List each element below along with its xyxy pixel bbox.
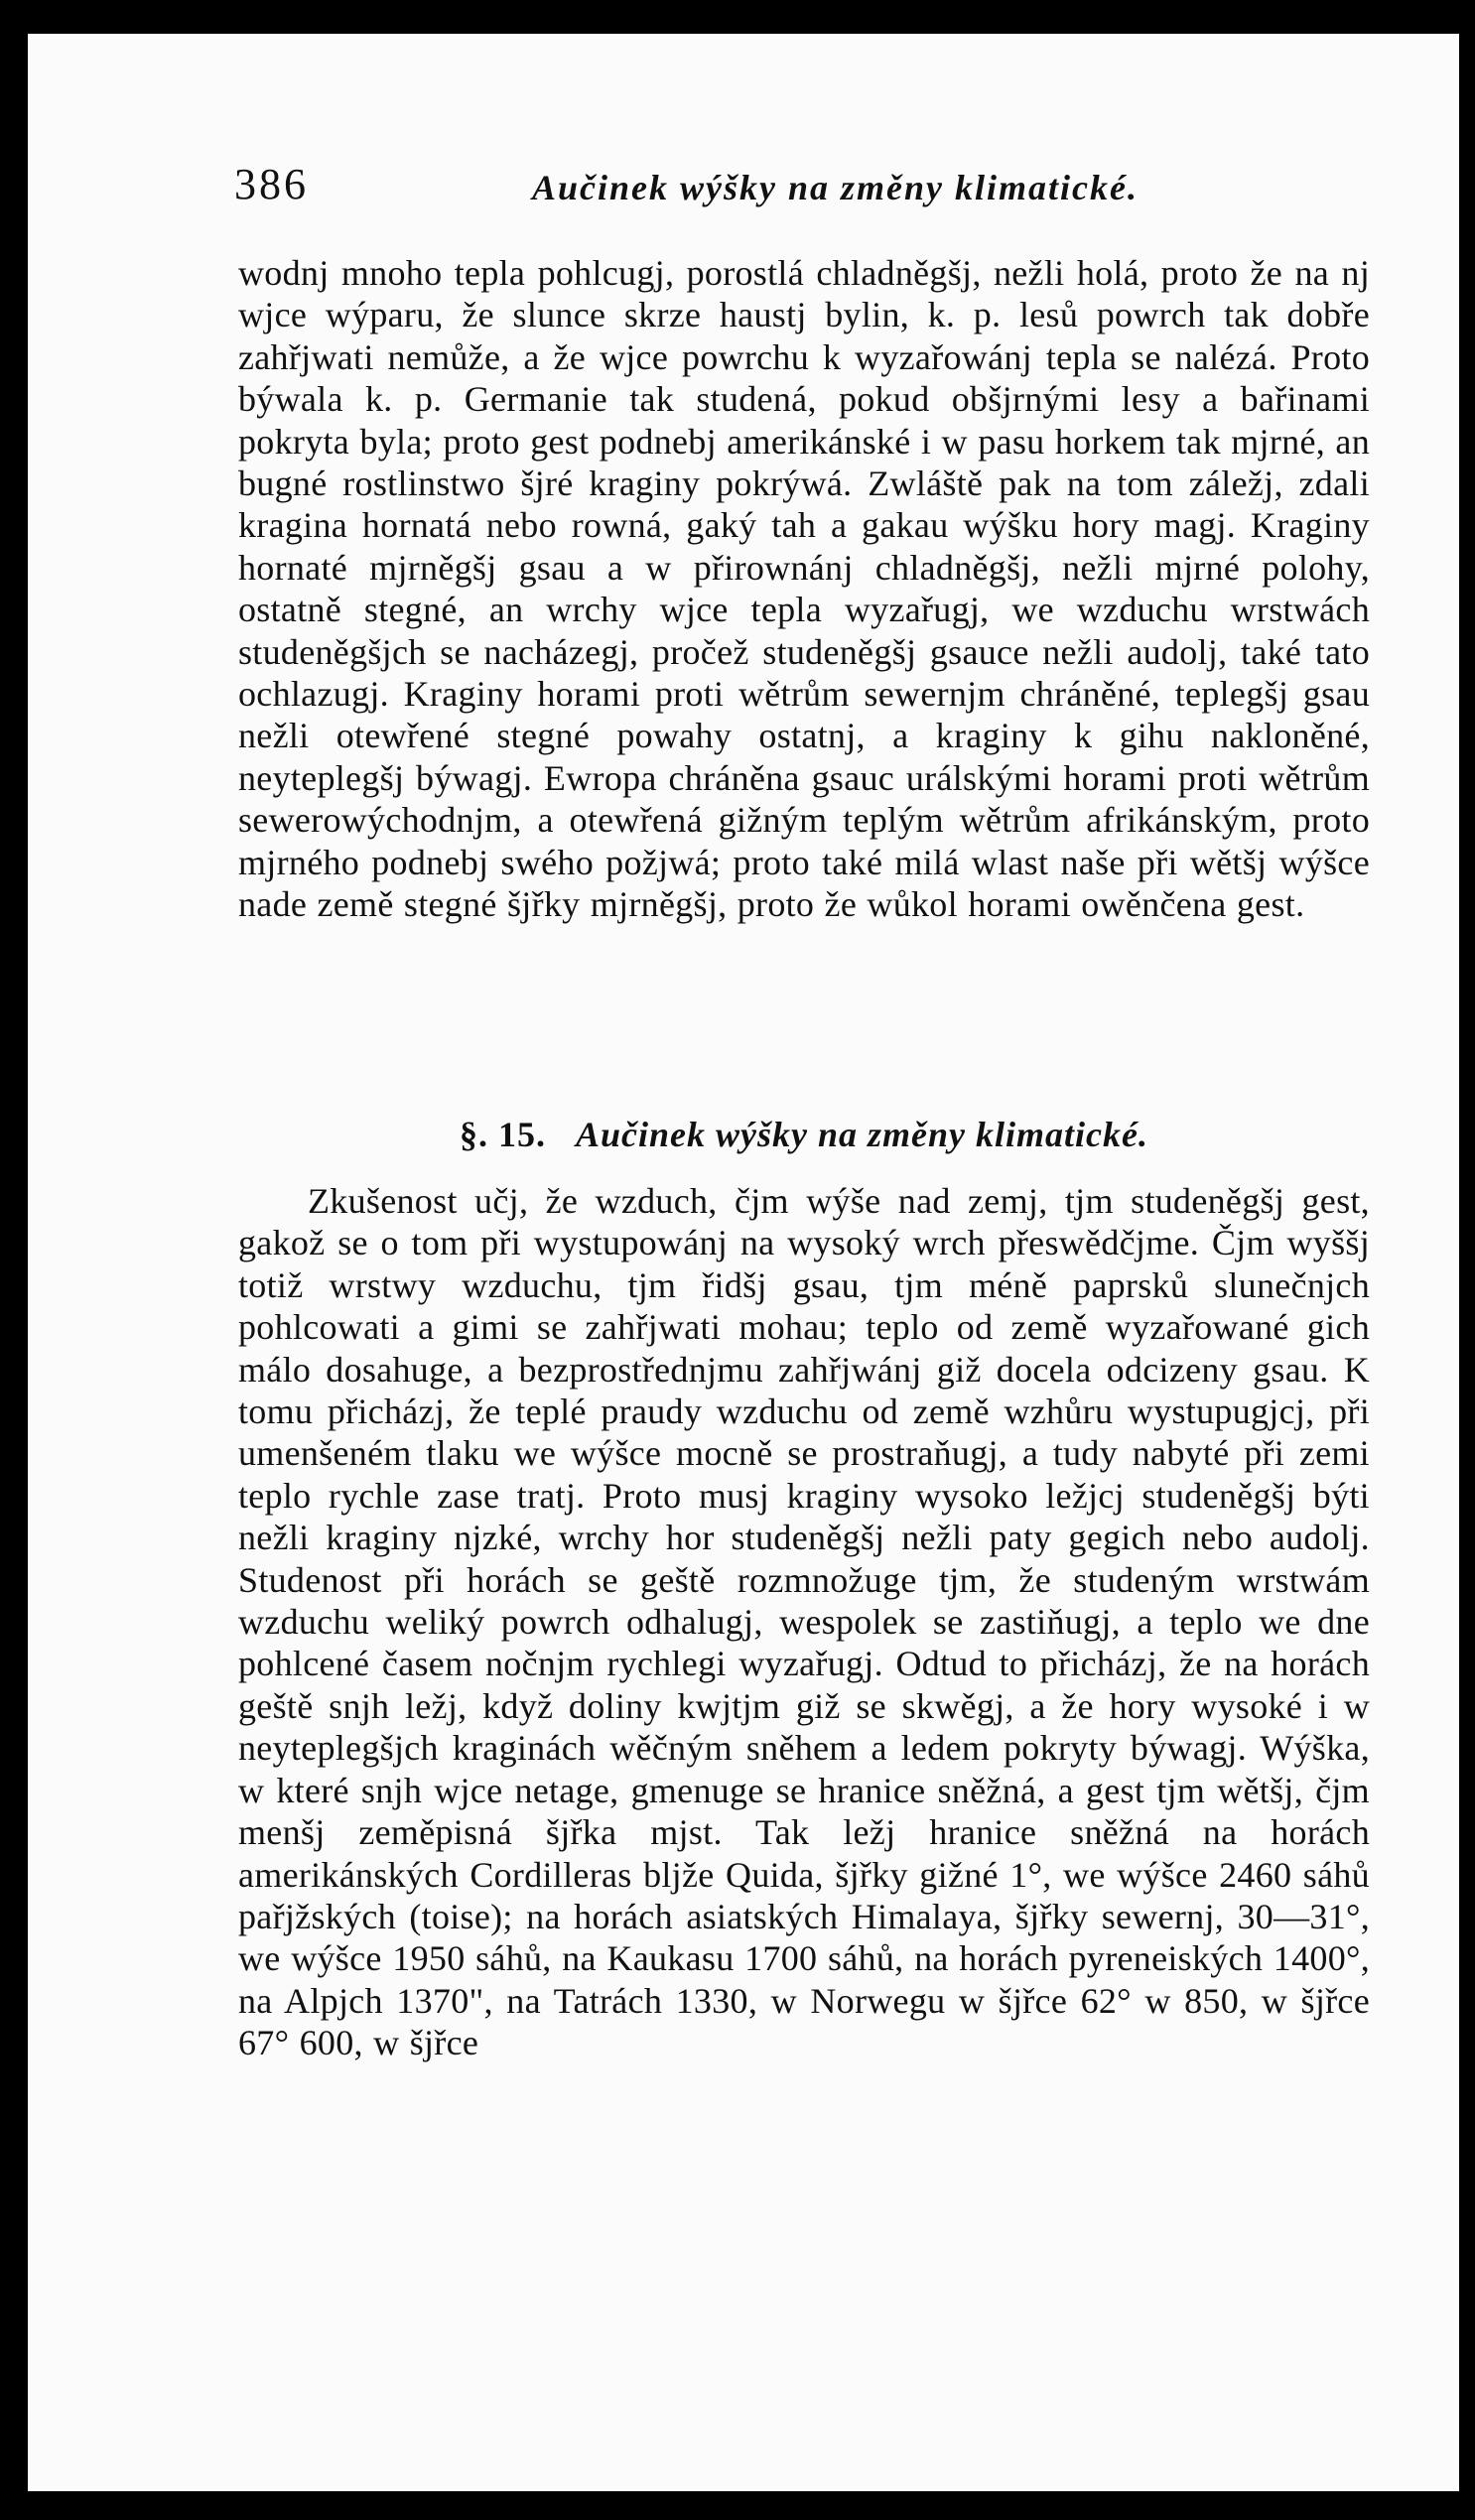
section-heading xyxy=(238,1114,1370,1155)
paragraph-continued: wodnj mnoho tepla pohlcugj, porostlá chladněgšj, nežli holá, proto že na nj wjce wýparu, že slunce skrze haustj bylin, k. p. lesů powrch tak dobře zahřjwati nemůže, a že wjce powrchu k wyzařowánj tepla se nalézá. Proto býwala k. p. Germanie tak studená, pokud obšjrnými lesy a bařinami pokryta byla; proto gest podnebj amerikánské i w pasu horkem tak mjrné, an bugné rostlinstwo šjré kraginy pokrýwá. Zwláště pak na tom záležj, zdali kragina hornatá nebo rowná, gaký tah a gakau wýšku hory magj. Kraginy hornaté mjrněgšj gsau a w přirownánj chladněgšj, nežli mjrné polohy, ostatně stegné, an wrchy wjce tepla wyzařugj, we wzduchu wrstwách studeněgšjch se nacházegj, pročež studeněgšj gsauce nežli audolj, také tato ochlazugj. Kraginy horami proti wětrům sewernjm chráněné, teplegšj gsau nežli otewřené stegné powahy ostatnj, a kraginy k gihu nakloněné, neyteplegšj býwagj. Ewropa chráněna gsauc urálskými horami proti wětrům sewerowýchodnjm, a otewřená gižným teplým wětrům afrikánským, proto mjrného podnebj swého požjwá; proto také milá wlast naše při wětšj wýšce nade země stegné šjřky mjrněgšj, proto že wůkol horami owěnčena gest. xyxy=(238,253,1370,925)
section-title: Aučinek wýšky na změny klimatické. xyxy=(576,1115,1148,1154)
section-number: §. 15. xyxy=(460,1115,546,1154)
page-number: 386 xyxy=(234,160,309,208)
running-head xyxy=(234,159,1366,232)
running-title: Aučinek wýšky na změny klimatické. xyxy=(532,168,1139,207)
paragraph-section-body: Zkušenost učj, že wzduch, čjm wýše nad zemj, tjm studeněgšj gest, gakož se o tom při wystupowánj na wysoký wrch přeswědčjme. Čjm wyššj totiž wrstwy wzduchu, tjm řidšj gsau, tjm méně paprsků slunečnjch pohlcowati a gimi se zahřjwati mohau; teplo od země wyzařowané gich málo dosahuge, a bezprostřednjmu zahřjwánj giž docela odcizeny gsau. K tomu přicházj, že teplé praudy wzduchu od země wzhůru wystupugjcj, při umenšeném tlaku we wýšce mocně se prostraňugj, a tudy nabyté při zemi teplo rychle zase tratj. Proto musj kraginy wysoko ležjcj studeněgšj býti nežli kraginy njzké, wrchy hor studeněgšj nežli paty gegich nebo audolj. Studenost při horách se geště rozmnožuge tjm, že studeným wrstwám wzduchu weliký powrch odhalugj, wespolek se zastiňugj, a teplo we dne pohlcené časem nočnjm rychlegi wyzařugj. Odtud to přicházj, že na horách geště snjh ležj, když doliny kwjtjm giž se skwěgj, a že hory wysoké i w neyteplegšjch kraginách wěčným sněhem a ledem pokryty býwagj. Wýška, w které snjh wjce netage, gmenuge se hranice sněžná, a gest tjm wětšj, čjm menšj zeměpisná šjřka mjst. Tak ležj hranice sněžná na horách amerikánských Cordilleras bljže Quida, šjřky gižné 1°, we wýšce 2460 sáhů pařjžských (toise); na horách asiatských Himalaya, šjřky sewernj, 30—31°, we wýšce 1950 sáhů, na Kaukasu 1700 sáhů, na horách pyreneiských 1400°, na Alpjch 1370", na Tatrách 1330, w Norwegu w šjřce 62° w 850, w šjřce 67° 600, w šjřce xyxy=(238,1181,1370,2063)
book-page xyxy=(28,34,1459,2491)
